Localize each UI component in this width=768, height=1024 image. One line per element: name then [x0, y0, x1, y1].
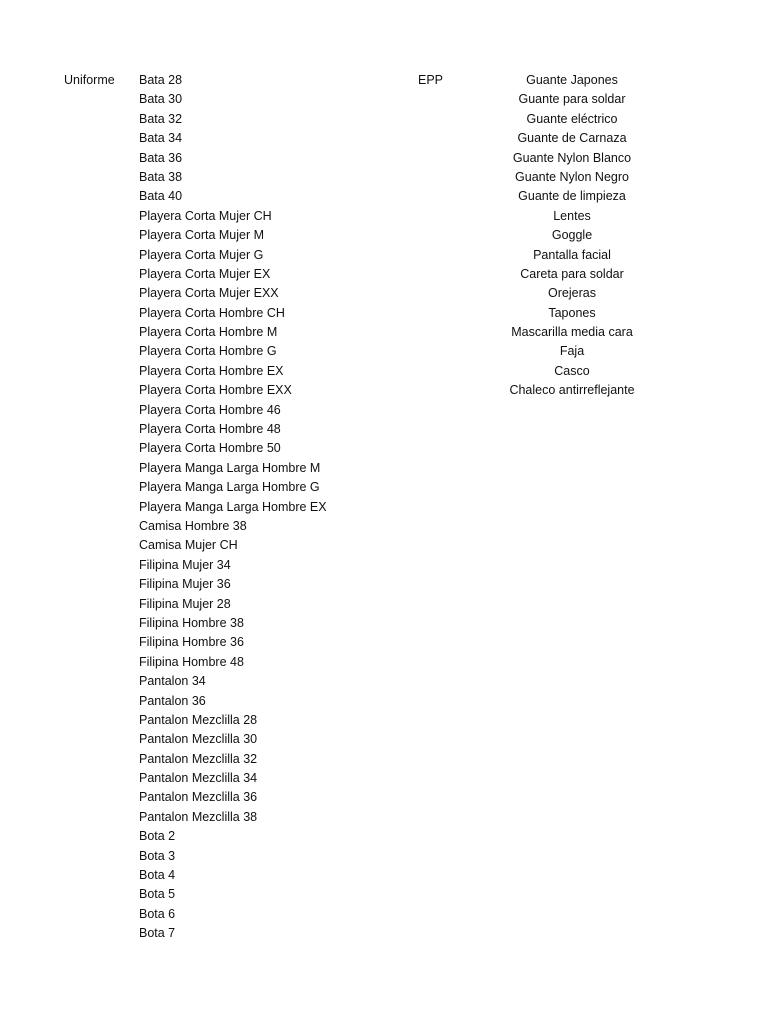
- epp-heading: EPP: [418, 73, 444, 87]
- uniforme-list-item: Playera Corta Hombre EXX: [139, 383, 292, 398]
- epp-list-item: Casco: [554, 363, 590, 378]
- uniforme-list-item: Bota 2: [139, 829, 176, 844]
- uniforme-list-item: Bata 38: [139, 169, 183, 184]
- uniforme-list-item: Filipina Mujer 34: [139, 557, 231, 572]
- uniforme-list-item: Bata 30: [139, 92, 183, 107]
- uniforme-list-item: Playera Corta Mujer G: [139, 247, 264, 262]
- epp-list-item: Faja: [559, 344, 585, 359]
- epp-list-item: Tapones: [548, 305, 596, 320]
- uniforme-list-item: Filipina Mujer 36: [139, 577, 231, 592]
- epp-list: [492, 71, 652, 401]
- uniforme-list-item: Pantalon Mezclilla 36: [139, 790, 258, 805]
- uniforme-list-item: Filipina Hombre 36: [139, 635, 244, 650]
- epp-list-item: Chaleco antirreflejante: [509, 383, 635, 398]
- epp-list-item: Guante de Carnaza: [517, 131, 627, 146]
- uniforme-list-item: Bata 40: [139, 189, 183, 204]
- epp-list-item: Guante Nylon Blanco: [512, 150, 632, 165]
- uniforme-list-item: Playera Corta Hombre 50: [139, 441, 281, 456]
- uniforme-list-item: Playera Corta Mujer EX: [139, 266, 271, 281]
- epp-list-item: Careta para soldar: [520, 266, 624, 281]
- epp-list-item: Lentes: [553, 208, 591, 223]
- uniforme-list-item: Playera Corta Hombre M: [139, 325, 278, 340]
- uniforme-list-item: Playera Manga Larga Hombre EX: [139, 499, 327, 514]
- epp-list-item: Guante Nylon Negro: [515, 169, 629, 184]
- uniforme-list-item: Bota 7: [139, 926, 176, 941]
- uniforme-list: [139, 71, 327, 944]
- uniforme-list-item: Pantalon Mezclilla 32: [139, 751, 258, 766]
- epp-list-item: Guante para soldar: [518, 92, 626, 107]
- uniforme-list-item: Pantalon Mezclilla 34: [139, 771, 258, 786]
- uniforme-list-item: Bata 36: [139, 150, 183, 165]
- uniforme-list-item: Playera Corta Hombre EX: [139, 363, 284, 378]
- uniforme-list-item: Bata 28: [139, 73, 183, 87]
- uniforme-heading: Uniforme: [64, 73, 115, 87]
- epp-list-item: Pantalla facial: [533, 247, 611, 262]
- uniforme-list-item: Bata 32: [139, 111, 183, 126]
- uniforme-list-item: Playera Corta Mujer CH: [139, 208, 272, 223]
- uniforme-list-item: Pantalon Mezclilla 38: [139, 809, 258, 824]
- uniforme-list-item: Playera Manga Larga Hombre G: [139, 480, 320, 495]
- uniforme-list-item: Pantalon Mezclilla 30: [139, 732, 258, 747]
- uniforme-list-item: Playera Corta Hombre G: [139, 344, 277, 359]
- uniforme-list-item: Bata 34: [139, 131, 183, 146]
- uniforme-list-item: Playera Corta Hombre 46: [139, 402, 281, 417]
- uniforme-list-item: Bota 5: [139, 887, 176, 902]
- uniforme-list-item: Playera Corta Mujer EXX: [139, 286, 279, 301]
- uniforme-list-item: Pantalon Mezclilla 28: [139, 712, 258, 727]
- uniforme-list-item: Playera Manga Larga Hombre M: [139, 460, 321, 475]
- uniforme-list-item: Camisa Mujer CH: [139, 538, 238, 553]
- uniforme-list-item: Playera Corta Hombre 48: [139, 422, 281, 437]
- uniforme-list-item: Pantalon 36: [139, 693, 206, 708]
- uniforme-list-item: Filipina Hombre 48: [139, 654, 244, 669]
- uniforme-list-item: Camisa Hombre 38: [139, 518, 247, 533]
- uniforme-list-item: Playera Corta Mujer M: [139, 228, 265, 243]
- epp-list-item: Guante de limpieza: [518, 189, 626, 204]
- epp-list-item: Guante Japones: [526, 73, 618, 87]
- epp-list-item: Guante eléctrico: [526, 111, 618, 126]
- epp-list-item: Mascarilla media cara: [511, 325, 633, 340]
- epp-list-item: Goggle: [551, 228, 593, 243]
- uniforme-list-item: Filipina Mujer 28: [139, 596, 231, 611]
- uniforme-list-item: Bota 6: [139, 906, 176, 921]
- uniforme-list-item: Bota 3: [139, 848, 176, 863]
- uniforme-list-item: Bota 4: [139, 868, 176, 883]
- uniforme-list-item: Pantalon 34: [139, 674, 206, 689]
- epp-list-item: Orejeras: [548, 286, 596, 301]
- uniforme-list-item: Playera Corta Hombre CH: [139, 305, 285, 320]
- uniforme-list-item: Filipina Hombre 38: [139, 615, 244, 630]
